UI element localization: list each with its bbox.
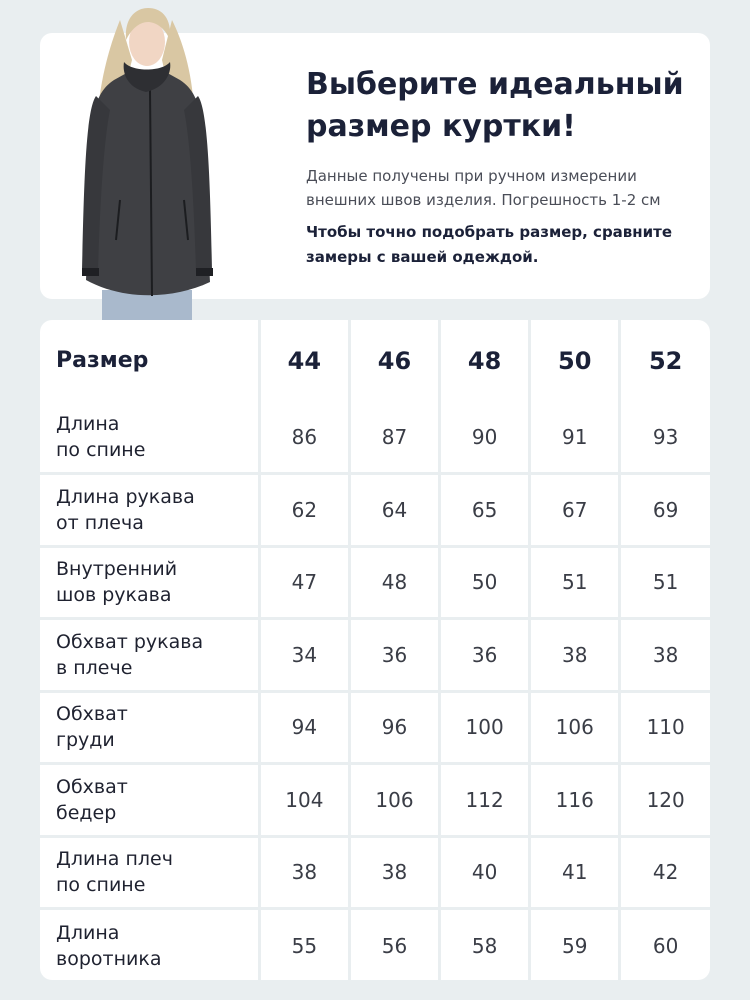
page-title <box>306 64 706 148</box>
measurement-label-line: Внутренний <box>56 558 178 581</box>
measurement-label-line: воротника <box>56 947 162 970</box>
measurement-label-line: Длина <box>56 921 120 944</box>
measurement-note <box>306 164 706 212</box>
measurement-value: 51 <box>620 546 710 619</box>
measurement-value: 112 <box>440 764 530 837</box>
measurement-value: 34 <box>259 619 349 692</box>
measurement-value: 65 <box>440 474 530 547</box>
measurement-label <box>40 691 259 764</box>
measurement-label-line: по спине <box>56 438 146 461</box>
size-46-header: 46 <box>349 320 439 401</box>
measurement-value: 38 <box>259 836 349 909</box>
measurement-label-line: Обхват рукава <box>56 630 204 653</box>
title-line-2: размер куртки! <box>306 109 576 144</box>
measurement-value: 47 <box>259 546 349 619</box>
measurement-value: 106 <box>349 764 439 837</box>
measurement-value: 116 <box>530 764 620 837</box>
measurement-label-line: Обхват <box>56 703 128 726</box>
measurement-label <box>40 909 259 981</box>
size-chart-card <box>40 320 710 980</box>
measurement-label <box>40 474 259 547</box>
measurement-value: 40 <box>440 836 530 909</box>
measurement-value: 55 <box>259 909 349 981</box>
fit-advice <box>306 220 706 270</box>
measurement-label-line: Длина рукава <box>56 485 195 508</box>
measurement-label-line: Длина <box>56 412 120 435</box>
measurement-value: 110 <box>620 691 710 764</box>
measurement-value: 42 <box>620 836 710 909</box>
table-row <box>40 619 710 692</box>
measurement-value: 87 <box>349 401 439 474</box>
size-52-header: 52 <box>620 320 710 401</box>
measurement-value: 50 <box>440 546 530 619</box>
size-44-header: 44 <box>259 320 349 401</box>
measurement-value: 62 <box>259 474 349 547</box>
table-row <box>40 764 710 837</box>
measurement-value: 100 <box>440 691 530 764</box>
size-50-header: 50 <box>530 320 620 401</box>
measurement-value: 58 <box>440 909 530 981</box>
measurement-value: 94 <box>259 691 349 764</box>
measurement-value: 51 <box>530 546 620 619</box>
measurement-value: 120 <box>620 764 710 837</box>
measurement-label <box>40 546 259 619</box>
model-photo <box>42 0 252 320</box>
measurement-label-line: Обхват <box>56 775 128 798</box>
measurement-value: 64 <box>349 474 439 547</box>
measurement-value: 38 <box>620 619 710 692</box>
measurement-label <box>40 836 259 909</box>
measurement-value: 36 <box>440 619 530 692</box>
table-row <box>40 474 710 547</box>
measurement-value: 93 <box>620 401 710 474</box>
measurement-value: 67 <box>530 474 620 547</box>
measurement-label <box>40 401 259 474</box>
table-row <box>40 909 710 981</box>
measurement-label-line: от плеча <box>56 511 144 534</box>
measurement-value: 56 <box>349 909 439 981</box>
measurement-value: 48 <box>349 546 439 619</box>
measurement-value: 86 <box>259 401 349 474</box>
measurement-value: 41 <box>530 836 620 909</box>
table-row <box>40 546 710 619</box>
table-row <box>40 401 710 474</box>
measurement-label-line: бедер <box>56 801 117 824</box>
measurement-value: 91 <box>530 401 620 474</box>
measurement-value: 60 <box>620 909 710 981</box>
measurement-value: 104 <box>259 764 349 837</box>
size-48-header: 48 <box>440 320 530 401</box>
table-row <box>40 836 710 909</box>
measurement-value: 38 <box>530 619 620 692</box>
measurement-value: 38 <box>349 836 439 909</box>
measurement-label-line: груди <box>56 729 115 752</box>
measurement-label <box>40 619 259 692</box>
measurement-label-line: по спине <box>56 874 146 897</box>
measurement-label-line: Длина плеч <box>56 848 173 871</box>
table-row <box>40 691 710 764</box>
advice-line-2: замеры с вашей одеждой. <box>306 248 539 266</box>
measurement-label <box>40 764 259 837</box>
note-line-2: внешних швов изделия. Погрешность 1-2 см <box>306 191 661 209</box>
measurement-value: 90 <box>440 401 530 474</box>
size-column-header: Размер <box>40 320 259 401</box>
measurement-value: 59 <box>530 909 620 981</box>
note-line-1: Данные получены при ручном измерении <box>306 167 637 185</box>
measurement-value: 96 <box>349 691 439 764</box>
size-chart-table <box>40 320 710 980</box>
advice-line-1: Чтобы точно подобрать размер, сравните <box>306 223 673 241</box>
measurement-label-line: в плече <box>56 656 133 679</box>
measurement-value: 36 <box>349 619 439 692</box>
measurement-value: 106 <box>530 691 620 764</box>
size-header-row <box>40 320 710 401</box>
title-line-1: Выберите идеальный <box>306 67 684 102</box>
measurement-label-line: шов рукава <box>56 584 172 607</box>
measurement-value: 69 <box>620 474 710 547</box>
